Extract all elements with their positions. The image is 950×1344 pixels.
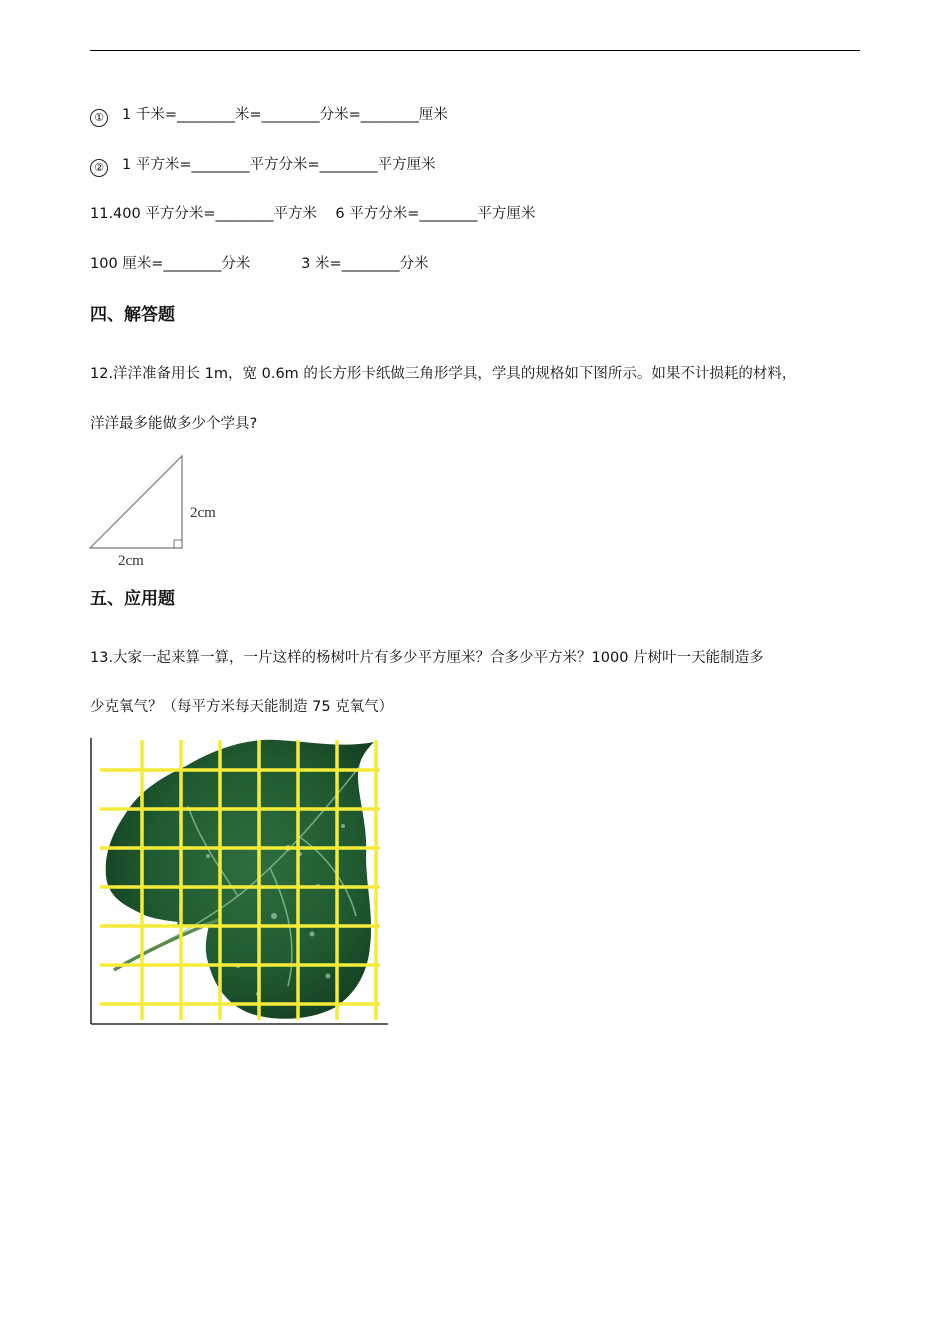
- section-4-heading: 四、解答题: [90, 305, 175, 325]
- question-13-line-1: 13.大家一起来算一算，一片这样的杨树叶片有多少平方厘米？合多少平方米？1000 片树叶一天能制造多: [90, 650, 764, 666]
- question-2-line: [90, 155, 436, 177]
- poplar-leaf: [106, 740, 374, 1019]
- circled-number-2: ②: [90, 159, 108, 177]
- question-12-line-2: 洋洋最多能做多少个学具?: [90, 416, 258, 432]
- header-rule: [90, 50, 860, 51]
- right-angle-mark: [174, 540, 182, 548]
- question-2-text: 1 平方米=________平方分米=________平方厘米: [122, 157, 436, 173]
- question-12-line-1: 12.洋洋准备用长 1m，宽 0.6m 的长方形卡纸做三角形学具，学具的规格如下图所示。如果不计损耗的材料，: [90, 366, 797, 382]
- base-length-label: 2cm: [118, 553, 144, 569]
- question-conversion-text: 100 厘米=________分米 3 米=________分米: [90, 256, 429, 272]
- right-triangle: [90, 456, 182, 548]
- question-1-line: [90, 105, 448, 127]
- triangle-figure: [86, 452, 236, 570]
- question-13-line-2: 少克氧气？（每平方米每天能制造 75 克氧气）: [90, 699, 394, 715]
- circled-number-1: ①: [90, 109, 108, 127]
- question-1-text: 1 千米=________米=________分米=________厘米: [122, 107, 448, 123]
- leaf-grid-figure: [88, 736, 390, 1028]
- section-5-heading: 五、应用题: [90, 589, 175, 609]
- side-length-label: 2cm: [190, 505, 216, 521]
- question-11-text: 11.400 平方分米=________平方米 6 平方分米=________平方厘米: [90, 206, 536, 222]
